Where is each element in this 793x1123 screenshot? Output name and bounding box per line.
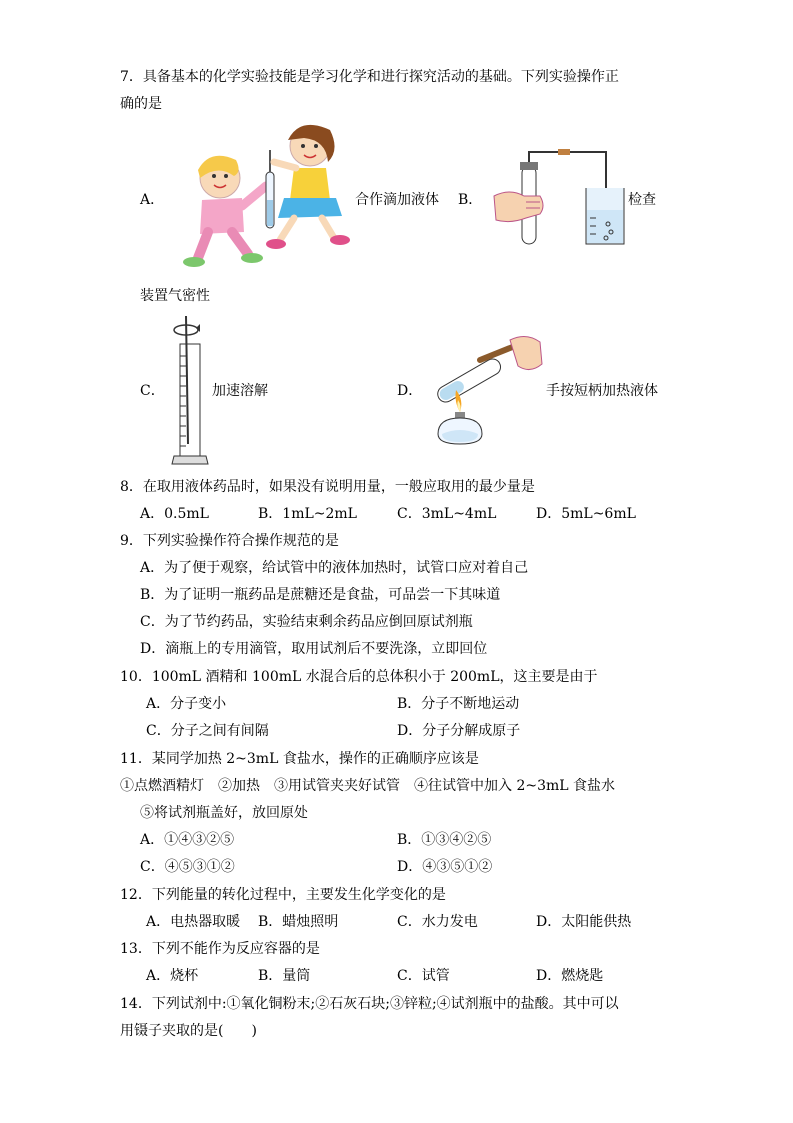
q12-stem: 12．下列能量的转化过程中，主要发生化学变化的是	[120, 887, 446, 903]
q11-steps-line1: ①点燃酒精灯 ②加热 ③用试管夹夹好试管 ④往试管中加入 2~3mL 食盐水	[120, 778, 616, 794]
q13-stem: 13．下列不能作为反应容器的是	[120, 941, 320, 957]
q7-option-b-letter: B．	[458, 192, 483, 208]
q11-stem: 11．某同学加热 2~3mL 食盐水，操作的正确顺序应该是	[120, 751, 479, 767]
q12-option-a: A．电热器取暖	[146, 914, 241, 930]
q12-option-c: C．水力发电	[397, 914, 478, 930]
q12-option-b: B．蜡烛照明	[258, 914, 339, 930]
q10-option-a: A．分子变小	[146, 696, 227, 712]
q10-option-d: D．分子分解成原子	[397, 723, 521, 739]
q11-option-c: C．④⑤③①②	[140, 859, 235, 875]
q11-option-d: D．④③⑤①②	[397, 859, 493, 875]
q9-option-b: B．为了证明一瓶药品是蔗糖还是食盐，可品尝一下其味道	[140, 587, 501, 603]
q8-option-d: D．5mL~6mL	[536, 506, 636, 522]
q11-option-a: A．①④③②⑤	[140, 832, 235, 848]
q13-option-a: A．烧杯	[146, 968, 199, 984]
q7-option-c-letter: C．	[140, 383, 165, 399]
q7-stem-line2: 确的是	[120, 96, 162, 112]
q10-option-b: B．分子不断地运动	[397, 696, 520, 712]
q14-stem-line2: 用镊子夹取的是( )	[120, 1023, 257, 1039]
q8-option-b: B．1mL~2mL	[258, 506, 357, 522]
q7-option-d-text: 手按短柄加热液体	[546, 383, 658, 399]
heating-test-tube-illustration	[430, 330, 545, 448]
children-dropper-illustration	[170, 120, 350, 270]
q10-option-c: C．分子之间有间隔	[146, 723, 269, 739]
q8-option-c: C．3mL~4mL	[397, 506, 497, 522]
q9-option-d: D．滴瓶上的专用滴管，取用试剂后不要洗涤，立即回位	[140, 641, 488, 657]
q13-option-d: D．燃烧匙	[536, 968, 604, 984]
q8-stem: 8．在取用液体药品时，如果没有说明用量，一般应取用的最少量是	[120, 479, 535, 495]
q9-stem: 9．下列实验操作符合操作规范的是	[120, 533, 339, 549]
q7-stem-line1: 7．具备基本的化学实验技能是学习化学和进行探究活动的基础。下列实验操作正	[120, 69, 619, 85]
q8-option-a: A．0.5mL	[140, 506, 209, 522]
q7-option-b-text-part2: 装置气密性	[140, 288, 210, 304]
q11-steps-line2: ⑤将试剂瓶盖好，放回原处	[140, 805, 308, 821]
airtightness-check-apparatus	[490, 148, 630, 250]
q9-option-c: C．为了节约药品，实验结束剩余药品应倒回原试剂瓶	[140, 614, 473, 630]
q13-option-c: C．试管	[397, 968, 450, 984]
q7-option-b-text-part1: 检查	[628, 192, 656, 208]
q9-option-a: A．为了便于观察，给试管中的液体加热时，试管口应对着自己	[140, 560, 529, 576]
q13-option-b: B．量筒	[258, 968, 311, 984]
q7-option-c-text: 加速溶解	[212, 383, 268, 399]
q12-option-d: D．太阳能供热	[536, 914, 632, 930]
graduated-cylinder-stirring	[170, 316, 212, 468]
q11-option-b: B．①③④②⑤	[397, 832, 492, 848]
q7-option-d-letter: D．	[397, 383, 423, 399]
q7-option-a-text: 合作滴加液体	[355, 192, 439, 208]
q10-stem: 10．100mL 酒精和 100mL 水混合后的总体积小于 200mL，这主要是由于	[120, 669, 598, 685]
q14-stem-line1: 14．下列试剂中:①氧化铜粉末;②石灰石块;③锌粒;④试剂瓶中的盐酸。其中可以	[120, 996, 619, 1012]
q7-option-a-letter: A．	[140, 192, 165, 208]
